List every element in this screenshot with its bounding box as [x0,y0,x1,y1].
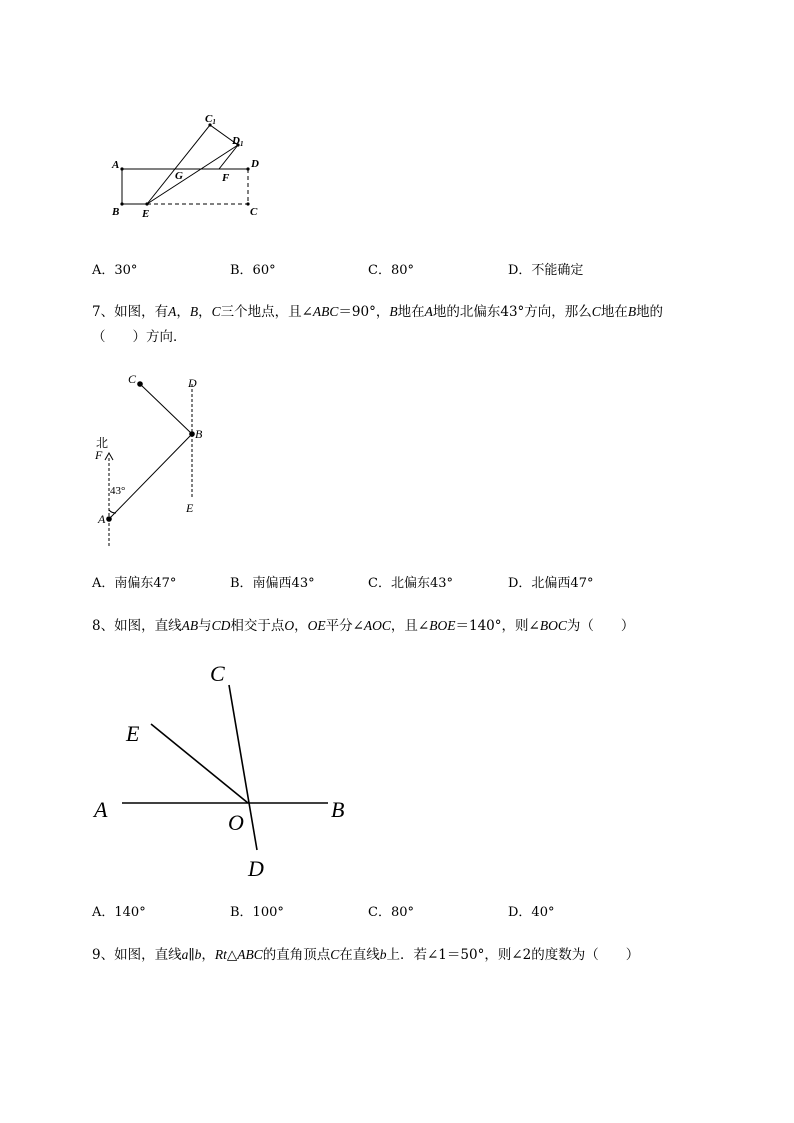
label-C: C [250,206,258,218]
q8-option-c[interactable]: C．80° [368,905,414,920]
label-F: F [95,448,103,462]
q6-option-c[interactable]: C．80° [368,263,414,278]
label-O: O [228,810,244,835]
q7-option-d[interactable]: D．北偏西47° [508,576,594,591]
label-C1: C1 [205,113,216,126]
label-A: A [112,159,120,171]
q8-stem: 8、如图，直线AB与CD相交于点O，OE平分∠AOC，且∠BOE＝140°，则∠BOC为（ ） [92,618,635,634]
q8-option-b[interactable]: B．100° [230,905,284,920]
q7-option-c[interactable]: C．北偏东43° [368,576,453,591]
label-E: E [186,501,194,515]
label-D: D [248,856,264,881]
label-D: D [188,376,197,390]
q7-stem-line2: （ ）方向． [92,329,187,345]
label-D: D [251,158,259,170]
label-angle-43: 43° [110,485,126,497]
q9-stem: 9、如图，直线a∥b，Rt△ABC的直角顶点C在直线b上．若∠1＝50°，则∠2的度数为（ ） [92,947,640,963]
label-E: E [142,208,150,220]
label-B: B [112,206,120,218]
q6-option-d[interactable]: D．不能确定 [508,263,584,278]
q8-option-a[interactable]: A．140° [92,905,146,920]
q7-stem: 7、如图，有A，B，C三个地点，且∠ABC＝90°，B地在A地的北偏东43°方向，那么C地在B地的 [92,304,664,320]
figure-q8-intersecting-lines [88,655,368,890]
q7-option-b[interactable]: B．南偏西43° [230,576,315,591]
label-B: B [331,797,345,822]
label-D1: D1 [232,135,244,148]
label-A: A [98,512,106,526]
label-north: 北 [96,436,109,450]
label-F: F [222,172,230,184]
label-E: E [126,721,140,746]
q6-option-b[interactable]: B．60° [230,263,276,278]
q8-option-d[interactable]: D．40° [508,905,555,920]
figure-q6-rectangle-fold [100,108,280,228]
q7-option-a[interactable]: A．南偏东47° [92,576,177,591]
label-C: C [210,661,225,686]
label-B: B [195,427,203,441]
figure-q7-bearing [88,368,218,548]
q6-option-a[interactable]: A．30° [92,263,138,278]
label-C: C [128,372,137,386]
label-A: A [94,797,108,822]
label-G: G [175,170,183,182]
